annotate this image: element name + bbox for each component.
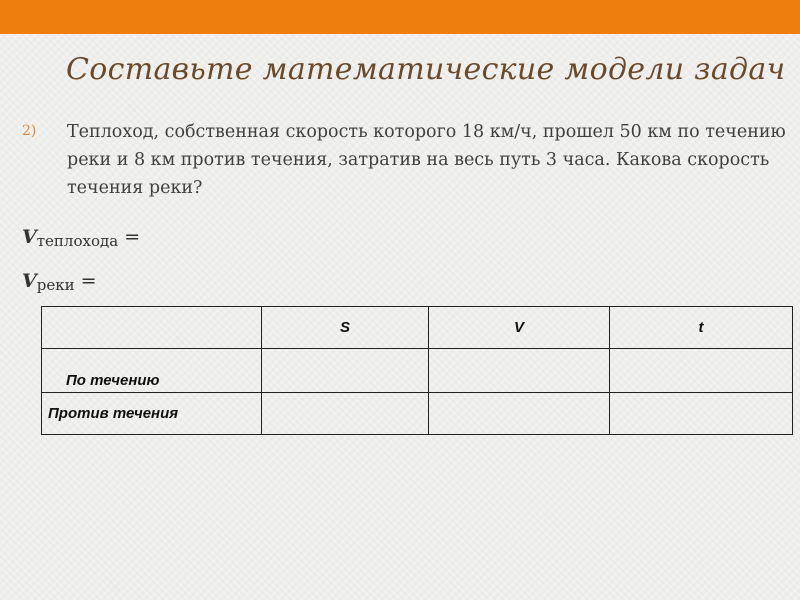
table-cell [429,393,610,435]
header-cell-v: V [429,307,610,349]
table-cell [262,349,429,393]
top-accent-bar [0,0,800,34]
table-row [42,393,793,435]
task-number-marker: 2) [22,123,37,139]
equals-sign: = [74,270,97,292]
speed-symbol: V [22,226,37,248]
task-text: Теплоход, собственная скорость которого 18 км/ч, прошел 50 км по течению реки и 8 км против течения, затратив на весь путь 3 часа. Какова скорость течения реки? [67,122,786,198]
header-cell-s: S [262,307,429,349]
slide-title: Составьте математические модели задач [66,52,786,87]
table-row [42,349,793,393]
ship-speed-label [22,226,140,248]
header-cell-empty [42,307,262,349]
table-cell [262,393,429,435]
table-cell [610,349,793,393]
speed-subscript: реки [36,276,75,294]
equals-sign: = [118,226,141,248]
table-header-row [42,307,793,349]
model-table [41,306,793,435]
speed-symbol: V [22,270,37,292]
table-cell [610,393,793,435]
table-cell [429,349,610,393]
river-speed-label [22,270,97,292]
header-cell-t: t [610,307,793,349]
row-label-upstream: Против течения [42,393,262,435]
speed-subscript: теплохода [36,232,119,250]
row-label-downstream: По течению [42,349,262,393]
